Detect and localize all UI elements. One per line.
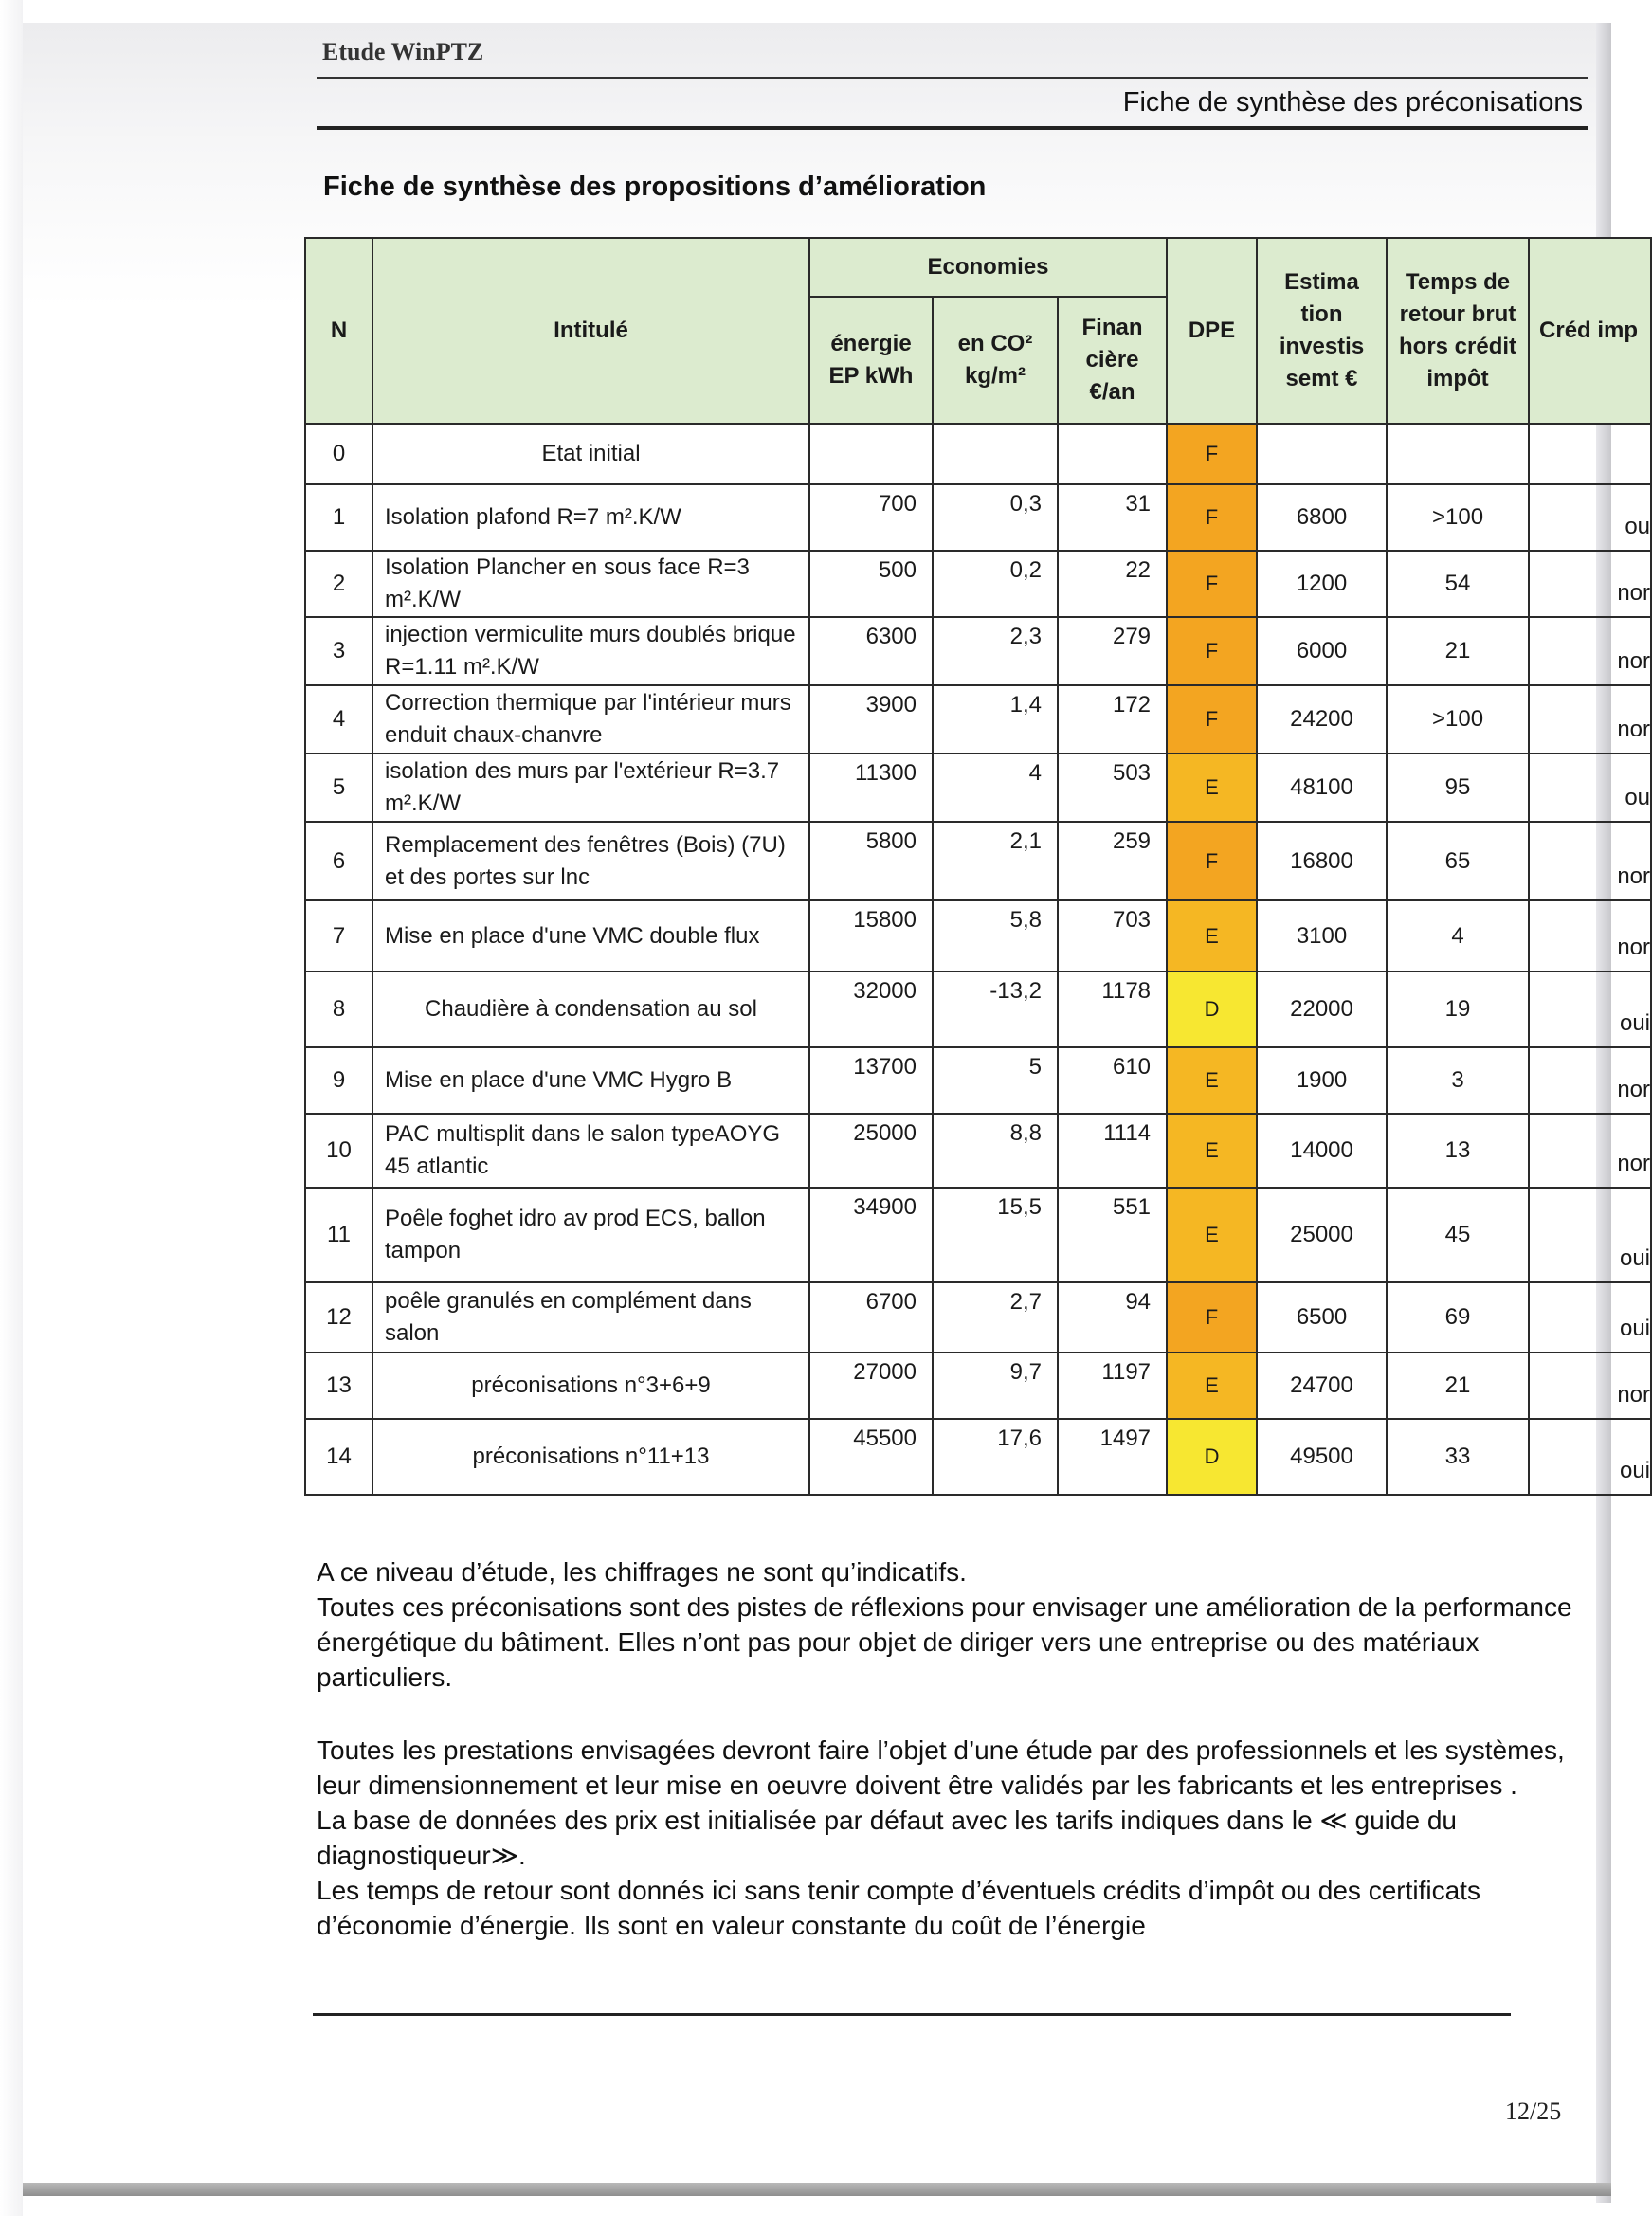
synthesis-table (304, 237, 1652, 1496)
document-section-header: Fiche de synthèse des préconisations (1122, 87, 1583, 118)
row-dpe-badge: D (1167, 972, 1257, 1047)
note-base-prix: La base de données des prix est initialisée par défaut avec les tarifs indiques dans le ≪ guide du diagnostiqueur≫. (317, 1806, 1457, 1870)
row-credit-impot: ou (1529, 754, 1651, 822)
row-co2: 2,3 (933, 617, 1058, 685)
row-dpe-badge: F (1167, 551, 1257, 617)
note-temps-retour: Les temps de retour sont donnés ici sans tenir compte d’éventuels crédits d’impôt ou des certificats d’économie d’énergie. Ils sont en valeur constante du coût de l’énergie (317, 1876, 1480, 1940)
scan-left-edge (0, 0, 23, 2216)
row-number: 4 (305, 685, 372, 754)
row-intitule: Mise en place d'une VMC double flux (372, 900, 809, 972)
header-credit-impot: Créd imp (1529, 238, 1651, 424)
row-energie: 13700 (809, 1047, 933, 1114)
row-temps-retour: 19 (1387, 972, 1529, 1047)
row-energie: 34900 (809, 1188, 933, 1282)
row-energie: 3900 (809, 685, 933, 754)
synthesis-table-container (304, 237, 1651, 1496)
table-row (305, 900, 1651, 972)
table-row (305, 484, 1651, 551)
row-temps-retour: 21 (1387, 1353, 1529, 1419)
row-dpe-badge: E (1167, 754, 1257, 822)
row-number: 0 (305, 424, 372, 484)
row-number: 14 (305, 1419, 372, 1495)
table-row (305, 972, 1651, 1047)
page-number: 12/25 (1505, 2098, 1562, 2125)
row-number: 12 (305, 1282, 372, 1353)
row-estimation: 1200 (1257, 551, 1387, 617)
row-credit-impot: nor (1529, 551, 1651, 617)
row-intitule: Etat initial (372, 424, 809, 484)
notes-section (317, 1554, 1587, 1943)
table-row (305, 754, 1651, 822)
row-intitule: Remplacement des fenêtres (Bois) (7U) et des portes sur lnc (372, 822, 809, 900)
row-financiere: 94 (1058, 1282, 1167, 1353)
row-estimation: 25000 (1257, 1188, 1387, 1282)
row-dpe-badge: E (1167, 900, 1257, 972)
scan-top-edge (23, 0, 1611, 23)
row-dpe-badge: F (1167, 822, 1257, 900)
row-number: 10 (305, 1114, 372, 1188)
row-estimation: 16800 (1257, 822, 1387, 900)
row-energie: 5800 (809, 822, 933, 900)
row-estimation: 22000 (1257, 972, 1387, 1047)
row-co2: 0,2 (933, 551, 1058, 617)
row-credit-impot: oui (1529, 1188, 1651, 1282)
row-co2: 15,5 (933, 1188, 1058, 1282)
row-financiere (1058, 424, 1167, 484)
table-row (305, 1188, 1651, 1282)
row-dpe-badge: D (1167, 1419, 1257, 1495)
row-number: 7 (305, 900, 372, 972)
row-estimation: 6500 (1257, 1282, 1387, 1353)
row-energie: 700 (809, 484, 933, 551)
row-intitule: poêle granulés en complément dans salon (372, 1282, 809, 1353)
row-number: 5 (305, 754, 372, 822)
row-financiere: 551 (1058, 1188, 1167, 1282)
note-pistes: Toutes ces préconisations sont des pistes de réflexions pour envisager une amélioration de la performance énergétique du bâtiment. Elles n’ont pas pour objet de diriger vers une entreprise ou des matériaux particuliers. (317, 1592, 1572, 1692)
row-co2: 4 (933, 754, 1058, 822)
row-temps-retour: 13 (1387, 1114, 1529, 1188)
row-energie: 6700 (809, 1282, 933, 1353)
row-dpe-badge: F (1167, 1282, 1257, 1353)
row-intitule: Isolation plafond R=7 m².K/W (372, 484, 809, 551)
table-row (305, 1282, 1651, 1353)
row-financiere: 1114 (1058, 1114, 1167, 1188)
row-energie: 27000 (809, 1353, 933, 1419)
row-dpe-badge: F (1167, 484, 1257, 551)
table-row (305, 617, 1651, 685)
row-energie: 6300 (809, 617, 933, 685)
header-economies: Economies (809, 238, 1167, 297)
row-financiere: 31 (1058, 484, 1167, 551)
row-energie: 32000 (809, 972, 933, 1047)
row-temps-retour: 3 (1387, 1047, 1529, 1114)
row-number: 6 (305, 822, 372, 900)
section-divider (317, 126, 1588, 130)
row-estimation: 1900 (1257, 1047, 1387, 1114)
row-estimation: 48100 (1257, 754, 1387, 822)
row-temps-retour: 45 (1387, 1188, 1529, 1282)
row-number: 3 (305, 617, 372, 685)
synthesis-table-body (305, 424, 1651, 1495)
row-financiere: 1197 (1058, 1353, 1167, 1419)
note-prestations: Toutes les prestations envisagées devront faire l’objet d’une étude par des professionnels et les systèmes, leur dimensionnement et leur mise en oeuvre doivent être validés par les fabricants et les entreprises . (317, 1735, 1565, 1800)
row-credit-impot (1529, 424, 1651, 484)
row-credit-impot: nor (1529, 1114, 1651, 1188)
row-energie: 500 (809, 551, 933, 617)
table-row (305, 551, 1651, 617)
row-credit-impot: nor (1529, 1047, 1651, 1114)
row-estimation: 49500 (1257, 1419, 1387, 1495)
row-intitule: Mise en place d'une VMC Hygro B (372, 1047, 809, 1114)
row-dpe-badge: E (1167, 1353, 1257, 1419)
row-temps-retour: 65 (1387, 822, 1529, 900)
row-temps-retour: 95 (1387, 754, 1529, 822)
table-row (305, 822, 1651, 900)
row-financiere: 610 (1058, 1047, 1167, 1114)
row-temps-retour: 54 (1387, 551, 1529, 617)
scan-bottom-edge (23, 2183, 1611, 2196)
row-co2: 2,1 (933, 822, 1058, 900)
row-co2: 17,6 (933, 1419, 1058, 1495)
row-credit-impot: nor (1529, 685, 1651, 754)
row-co2: 0,3 (933, 484, 1058, 551)
row-intitule: injection vermiculite murs doublés brique R=1.11 m².K/W (372, 617, 809, 685)
row-intitule: préconisations n°11+13 (372, 1419, 809, 1495)
table-row (305, 1419, 1651, 1495)
row-financiere: 703 (1058, 900, 1167, 972)
row-estimation: 3100 (1257, 900, 1387, 972)
row-estimation: 14000 (1257, 1114, 1387, 1188)
table-row (305, 685, 1651, 754)
header-co2: en CO² kg/m² (933, 297, 1058, 424)
note-indicative: A ce niveau d’étude, les chiffrages ne sont qu’indicatifs. (317, 1557, 967, 1587)
header-energie: énergie EP kWh (809, 297, 933, 424)
row-energie: 45500 (809, 1419, 933, 1495)
row-temps-retour (1387, 424, 1529, 484)
row-temps-retour: >100 (1387, 484, 1529, 551)
row-credit-impot: nor (1529, 617, 1651, 685)
row-dpe-badge: F (1167, 685, 1257, 754)
table-row (305, 424, 1651, 484)
row-dpe-badge: F (1167, 424, 1257, 484)
row-number: 11 (305, 1188, 372, 1282)
row-co2: 2,7 (933, 1282, 1058, 1353)
table-row (305, 1047, 1651, 1114)
row-temps-retour: 33 (1387, 1419, 1529, 1495)
row-credit-impot: oui (1529, 1282, 1651, 1353)
row-temps-retour: >100 (1387, 685, 1529, 754)
row-temps-retour: 69 (1387, 1282, 1529, 1353)
row-credit-impot: oui (1529, 1419, 1651, 1495)
row-intitule: Isolation Plancher en sous face R=3 m².K/W (372, 551, 809, 617)
row-financiere: 1178 (1058, 972, 1167, 1047)
row-co2: 5 (933, 1047, 1058, 1114)
row-number: 13 (305, 1353, 372, 1419)
row-estimation: 24700 (1257, 1353, 1387, 1419)
row-financiere: 172 (1058, 685, 1167, 754)
row-credit-impot: nor (1529, 900, 1651, 972)
table-row (305, 1353, 1651, 1419)
row-credit-impot: nor (1529, 822, 1651, 900)
header-dpe: DPE (1167, 238, 1257, 424)
footer-divider (313, 2013, 1511, 2016)
row-credit-impot: ou (1529, 484, 1651, 551)
row-number: 2 (305, 551, 372, 617)
row-estimation: 6000 (1257, 617, 1387, 685)
row-co2: 1,4 (933, 685, 1058, 754)
row-intitule: Correction thermique par l'intérieur murs enduit chaux-chanvre (372, 685, 809, 754)
row-financiere: 1497 (1058, 1419, 1167, 1495)
header-temps-retour: Temps de retour brut hors crédit impôt (1387, 238, 1529, 424)
row-credit-impot: nor (1529, 1353, 1651, 1419)
row-co2: -13,2 (933, 972, 1058, 1047)
row-estimation: 6800 (1257, 484, 1387, 551)
row-financiere: 259 (1058, 822, 1167, 900)
row-dpe-badge: E (1167, 1047, 1257, 1114)
header-estimation: Estima tion investis semt € (1257, 238, 1387, 424)
row-dpe-badge: F (1167, 617, 1257, 685)
row-number: 9 (305, 1047, 372, 1114)
row-co2 (933, 424, 1058, 484)
row-energie: 25000 (809, 1114, 933, 1188)
row-intitule: Chaudière à condensation au sol (372, 972, 809, 1047)
row-energie: 11300 (809, 754, 933, 822)
row-co2: 5,8 (933, 900, 1058, 972)
row-credit-impot: oui (1529, 972, 1651, 1047)
row-financiere: 503 (1058, 754, 1167, 822)
row-financiere: 22 (1058, 551, 1167, 617)
table-row (305, 1114, 1651, 1188)
header-n: N (305, 238, 372, 424)
row-intitule: PAC multisplit dans le salon typeAOYG 45 atlantic (372, 1114, 809, 1188)
header-divider (317, 77, 1588, 79)
row-temps-retour: 4 (1387, 900, 1529, 972)
row-temps-retour: 21 (1387, 617, 1529, 685)
row-financiere: 279 (1058, 617, 1167, 685)
row-energie: 15800 (809, 900, 933, 972)
header-intitule: Intitulé (372, 238, 809, 424)
row-co2: 8,8 (933, 1114, 1058, 1188)
row-number: 1 (305, 484, 372, 551)
document-header-title: Etude WinPTZ (322, 38, 484, 65)
row-intitule: Poêle foghet idro av prod ECS, ballon tampon (372, 1188, 809, 1282)
row-number: 8 (305, 972, 372, 1047)
row-estimation (1257, 424, 1387, 484)
row-energie (809, 424, 933, 484)
page-title: Fiche de synthèse des propositions d’amélioration (323, 172, 987, 202)
row-co2: 9,7 (933, 1353, 1058, 1419)
row-dpe-badge: E (1167, 1188, 1257, 1282)
row-intitule: préconisations n°3+6+9 (372, 1353, 809, 1419)
row-intitule: isolation des murs par l'extérieur R=3.7 m².K/W (372, 754, 809, 822)
header-financiere: Finan cière €/an (1058, 297, 1167, 424)
note-gap (317, 1695, 1587, 1733)
row-dpe-badge: E (1167, 1114, 1257, 1188)
row-estimation: 24200 (1257, 685, 1387, 754)
